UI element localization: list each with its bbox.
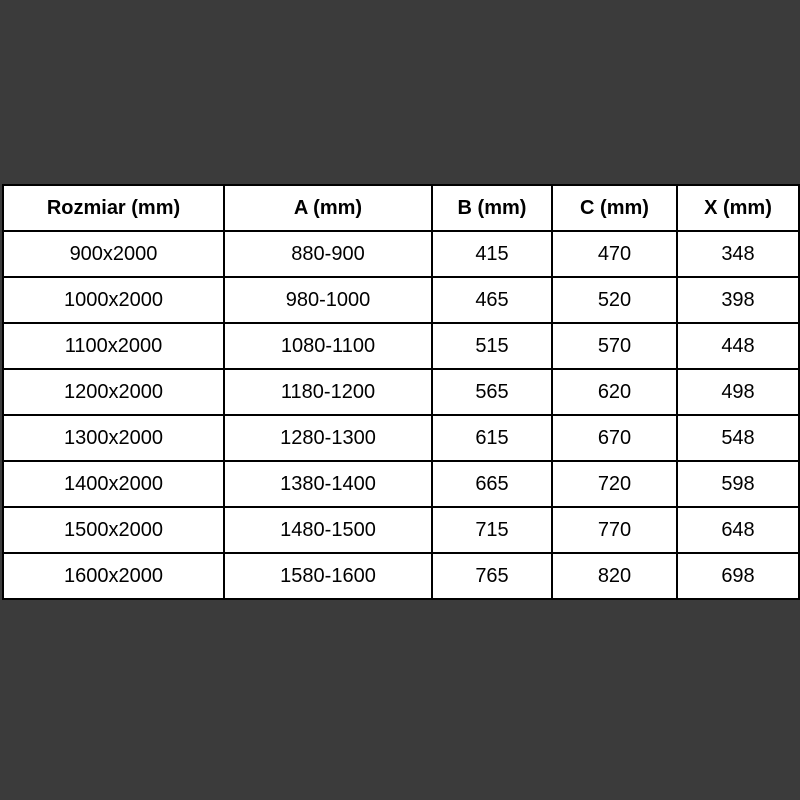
cell-b: 615 — [432, 415, 552, 461]
cell-rozmiar: 1400x2000 — [3, 461, 224, 507]
cell-rozmiar: 1300x2000 — [3, 415, 224, 461]
cell-x: 398 — [677, 277, 799, 323]
cell-rozmiar: 1600x2000 — [3, 553, 224, 599]
table-row — [3, 277, 799, 323]
table-row — [3, 415, 799, 461]
cell-c: 470 — [552, 231, 677, 277]
cell-x: 598 — [677, 461, 799, 507]
cell-rozmiar: 1500x2000 — [3, 507, 224, 553]
cell-c: 770 — [552, 507, 677, 553]
cell-a: 880-900 — [224, 231, 432, 277]
cell-c: 520 — [552, 277, 677, 323]
header-x: X (mm) — [677, 185, 799, 231]
size-spec-table — [2, 184, 800, 600]
cell-c: 820 — [552, 553, 677, 599]
cell-b: 715 — [432, 507, 552, 553]
cell-x: 448 — [677, 323, 799, 369]
table-row — [3, 553, 799, 599]
table-header-row — [3, 185, 799, 231]
cell-rozmiar: 1000x2000 — [3, 277, 224, 323]
cell-rozmiar: 1100x2000 — [3, 323, 224, 369]
cell-c: 570 — [552, 323, 677, 369]
table-row — [3, 461, 799, 507]
cell-b: 515 — [432, 323, 552, 369]
table-row — [3, 507, 799, 553]
cell-rozmiar: 900x2000 — [3, 231, 224, 277]
cell-a: 1380-1400 — [224, 461, 432, 507]
cell-c: 670 — [552, 415, 677, 461]
header-b: B (mm) — [432, 185, 552, 231]
table-row — [3, 323, 799, 369]
cell-a: 1480-1500 — [224, 507, 432, 553]
cell-x: 498 — [677, 369, 799, 415]
table-row — [3, 369, 799, 415]
cell-rozmiar: 1200x2000 — [3, 369, 224, 415]
cell-c: 620 — [552, 369, 677, 415]
cell-x: 698 — [677, 553, 799, 599]
cell-b: 565 — [432, 369, 552, 415]
cell-x: 648 — [677, 507, 799, 553]
table-row — [3, 231, 799, 277]
cell-a: 1180-1200 — [224, 369, 432, 415]
header-c: C (mm) — [552, 185, 677, 231]
cell-b: 765 — [432, 553, 552, 599]
cell-a: 980-1000 — [224, 277, 432, 323]
cell-a: 1580-1600 — [224, 553, 432, 599]
cell-a: 1080-1100 — [224, 323, 432, 369]
cell-b: 465 — [432, 277, 552, 323]
cell-x: 348 — [677, 231, 799, 277]
cell-b: 415 — [432, 231, 552, 277]
cell-x: 548 — [677, 415, 799, 461]
cell-a: 1280-1300 — [224, 415, 432, 461]
header-a: A (mm) — [224, 185, 432, 231]
cell-b: 665 — [432, 461, 552, 507]
cell-c: 720 — [552, 461, 677, 507]
header-rozmiar: Rozmiar (mm) — [3, 185, 224, 231]
